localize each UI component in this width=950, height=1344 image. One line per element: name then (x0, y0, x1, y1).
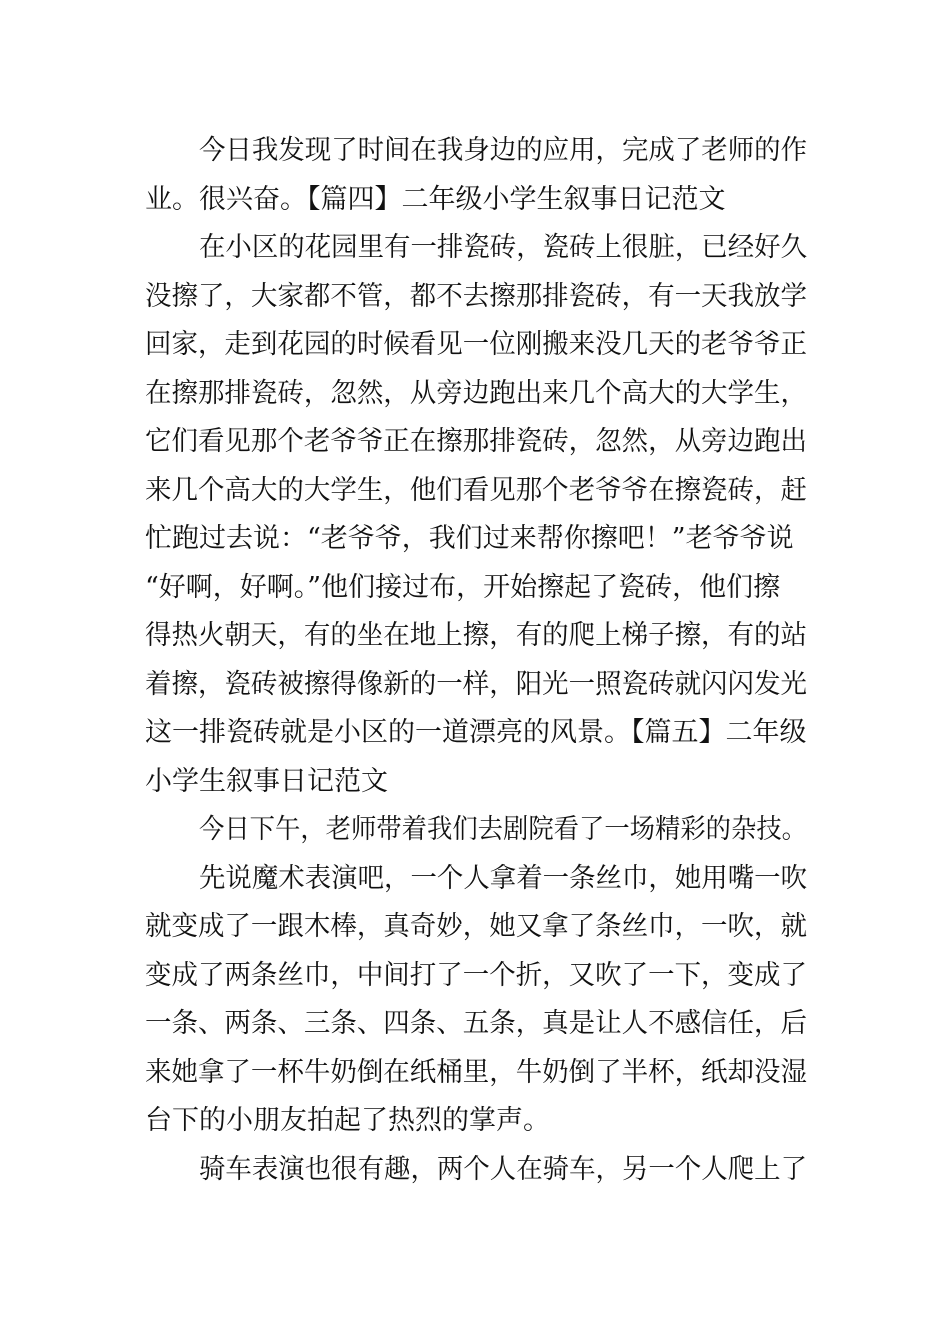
document-body (145, 127, 807, 1194)
text-line: 一条、两条、三条、四条、五条，真是让人不感信任，后 (145, 1008, 807, 1039)
text-line: 就变成了一跟木棒，真奇妙，她又拿了条丝巾，一吹，就 (145, 911, 807, 942)
text-line: 来几个高大的大学生，他们看见那个老爷爷在擦瓷砖，赶 (145, 474, 807, 506)
text-line: 着擦，瓷砖被擦得像新的一样，阳光一照瓷砖就闪闪发光 (145, 668, 807, 700)
text-line: 它们看见那个老爷爷正在擦那排瓷砖，忽然，从旁边跑出 (145, 426, 807, 457)
text-line: 小学生叙事日记范文 (145, 765, 388, 797)
text-line: 今日下午，老师带着我们去剧院看了一场精彩的杂技。 (199, 814, 808, 845)
text-line: 这一排瓷砖就是小区的一道漂亮的风景。【篇五】二年级 (145, 717, 807, 748)
text-line: 变成了两条丝巾，中间打了一个折，又吹了一下，变成了 (145, 959, 807, 991)
text-line: 没擦了，大家都不管，都不去擦那排瓷砖，有一天我放学 (145, 280, 807, 312)
text-line: 骑车表演也很有趣，两个人在骑车，另一个人爬上了 (199, 1153, 808, 1185)
text-line: 来她拿了一杯牛奶倒在纸桶里，牛奶倒了半杯，纸却没湿 (145, 1056, 807, 1088)
text-line: 台下的小朋友拍起了热烈的掌声。 (145, 1105, 550, 1136)
text-line: 忙跑过去说：“老爷爷，我们过来帮你擦吧！”老爷爷说 (145, 523, 794, 554)
text-line: 在擦那排瓷砖，忽然，从旁边跑出来几个高大的大学生， (145, 377, 807, 409)
text-line: 得热火朝天，有的坐在地上擦，有的爬上梯子擦，有的站 (145, 620, 807, 651)
text-line: 业。很兴奋。【篇四】二年级小学生叙事日记范文 (145, 183, 726, 215)
text-line: 今日我发现了时间在我身边的应用，完成了老师的作 (199, 135, 808, 166)
text-line: 回家，走到花园的时候看见一位刚搬来没几天的老爷爷正 (145, 329, 807, 360)
text-line: 在小区的花园里有一排瓷砖，瓷砖上很脏，已经好久 (199, 232, 808, 263)
text-line: “好啊，好啊。”他们接过布，开始擦起了瓷砖，他们擦 (145, 571, 781, 603)
text-line: 先说魔术表演吧，一个人拿着一条丝巾，她用嘴一吹 (199, 862, 808, 894)
